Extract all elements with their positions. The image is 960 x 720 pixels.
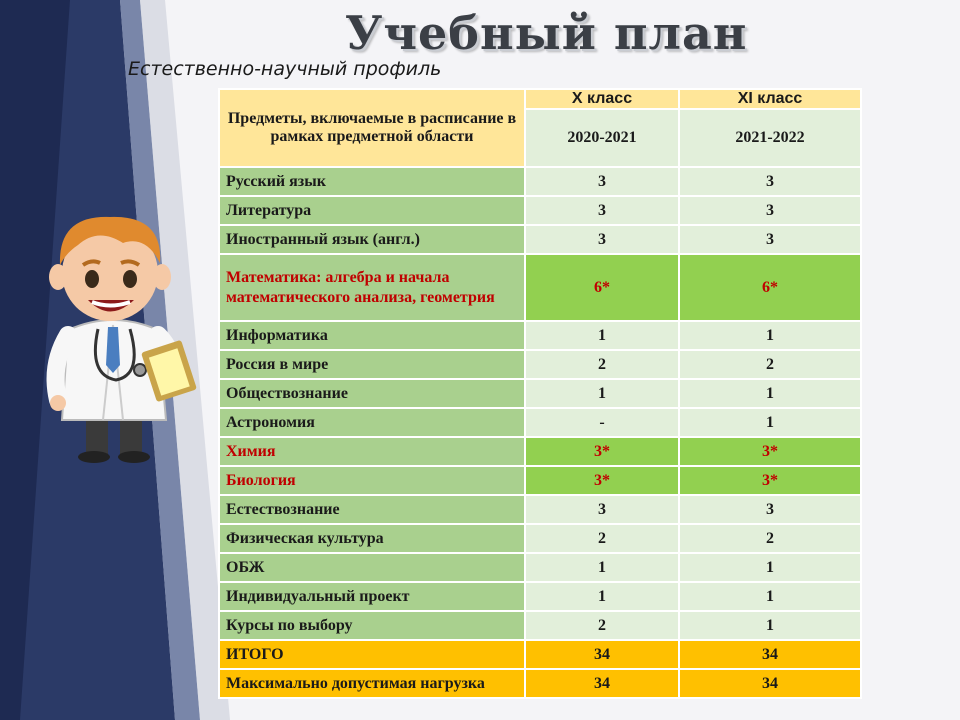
- year-x-header: 2020-2021: [525, 109, 679, 167]
- table-row: [219, 582, 861, 611]
- value-cell-xi: 1: [679, 553, 861, 582]
- value-cell-x: 3: [525, 167, 679, 196]
- value-cell-xi: 6*: [679, 254, 861, 321]
- value-cell-xi: 3: [679, 196, 861, 225]
- value-cell-x: 2: [525, 611, 679, 640]
- value-cell-x: 6*: [525, 254, 679, 321]
- value-cell-x: 2: [525, 524, 679, 553]
- value-cell-xi: 1: [679, 611, 861, 640]
- value-cell-xi: 1: [679, 379, 861, 408]
- subject-cell: Обществознание: [219, 379, 525, 408]
- table-row: [219, 350, 861, 379]
- value-cell-xi: 3: [679, 495, 861, 524]
- value-cell-x: 3: [525, 225, 679, 254]
- subject-cell: Математика: алгебра и начала математического анализа, геометрия: [219, 254, 525, 321]
- value-cell-xi: 3*: [679, 437, 861, 466]
- class-x-header: X класс: [525, 89, 679, 109]
- table-row: [219, 408, 861, 437]
- table-row: [219, 466, 861, 495]
- value-cell-x: 1: [525, 321, 679, 350]
- subject-cell: Литература: [219, 196, 525, 225]
- value-cell-x: 34: [525, 669, 679, 698]
- value-cell-xi: 1: [679, 408, 861, 437]
- table-row: [219, 225, 861, 254]
- value-cell-xi: 1: [679, 321, 861, 350]
- value-cell-xi: 3: [679, 167, 861, 196]
- value-cell-x: 1: [525, 379, 679, 408]
- value-cell-xi: 34: [679, 669, 861, 698]
- subject-cell: Информатика: [219, 321, 525, 350]
- subject-cell: Россия в мире: [219, 350, 525, 379]
- value-cell-x: 1: [525, 582, 679, 611]
- value-cell-x: -: [525, 408, 679, 437]
- subject-cell: Курсы по выбору: [219, 611, 525, 640]
- subject-cell: Биология: [219, 466, 525, 495]
- total-row: [219, 640, 861, 669]
- subject-cell: Русский язык: [219, 167, 525, 196]
- table-row: [219, 254, 861, 321]
- subject-cell: ОБЖ: [219, 553, 525, 582]
- table-row: [219, 495, 861, 524]
- table-row: [219, 379, 861, 408]
- value-cell-x: 1: [525, 553, 679, 582]
- value-cell-xi: 2: [679, 524, 861, 553]
- curriculum-table: [218, 88, 862, 699]
- page-title: Учебный план: [345, 6, 748, 60]
- value-cell-x: 3*: [525, 437, 679, 466]
- value-cell-x: 3*: [525, 466, 679, 495]
- subject-cell: Астрономия: [219, 408, 525, 437]
- subject-cell: Индивидуальный проект: [219, 582, 525, 611]
- table-row: [219, 553, 861, 582]
- subject-cell: Химия: [219, 437, 525, 466]
- year-xi-header: 2021-2022: [679, 109, 861, 167]
- subject-cell: Естествознание: [219, 495, 525, 524]
- value-cell-x: 2: [525, 350, 679, 379]
- table-row: [219, 437, 861, 466]
- class-xi-header: XI класс: [679, 89, 861, 109]
- max-load-row: [219, 669, 861, 698]
- subject-cell: Физическая культура: [219, 524, 525, 553]
- table-row: [219, 321, 861, 350]
- table-row: [219, 524, 861, 553]
- doctor-illustration: [28, 205, 213, 465]
- value-cell-x: 3: [525, 196, 679, 225]
- subjects-header: Предметы, включаемые в расписание в рамках предметной области: [219, 89, 525, 167]
- value-cell-xi: 34: [679, 640, 861, 669]
- value-cell-x: 3: [525, 495, 679, 524]
- value-cell-x: 34: [525, 640, 679, 669]
- subject-cell: ИТОГО: [219, 640, 525, 669]
- table-row: [219, 611, 861, 640]
- value-cell-xi: 3: [679, 225, 861, 254]
- profile-subtitle: Естественно-научный профиль: [128, 58, 442, 80]
- value-cell-xi: 2: [679, 350, 861, 379]
- value-cell-xi: 3*: [679, 466, 861, 495]
- subject-cell: Иностранный язык (англ.): [219, 225, 525, 254]
- table-row: [219, 167, 861, 196]
- value-cell-xi: 1: [679, 582, 861, 611]
- table-row: [219, 196, 861, 225]
- subject-cell: Максимально допустимая нагрузка: [219, 669, 525, 698]
